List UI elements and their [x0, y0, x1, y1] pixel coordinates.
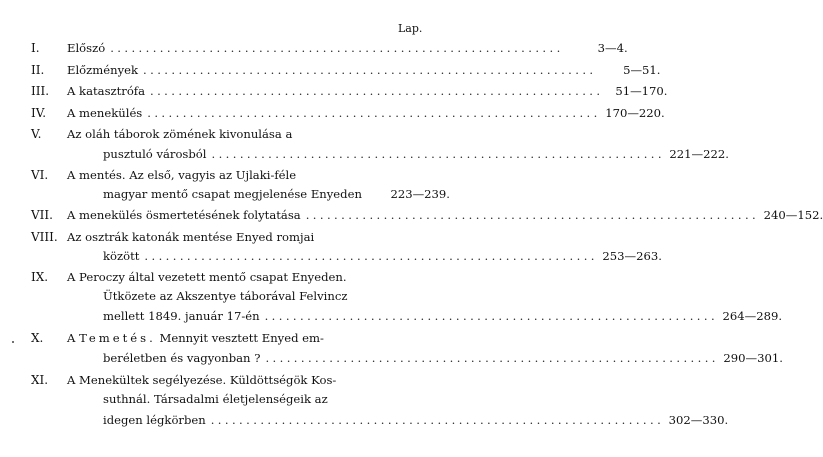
page-column-header: Lap.: [398, 22, 423, 35]
entry-title: beréletben és vagyonban ?: [103, 351, 261, 365]
entry-numeral: IV.: [31, 106, 47, 120]
entry-numeral: X.: [31, 331, 44, 345]
toc-line: [67, 105, 665, 122]
entry-title: Előzmények: [67, 63, 139, 77]
entry-numeral: III.: [31, 84, 50, 98]
toc-line: [67, 330, 450, 347]
entry-title: magyar mentő csapat megjelenése Enyeden: [103, 187, 362, 201]
entry-title: A menekülés ösmertetésének folytatása: [67, 208, 301, 222]
entry-title: A menekülés: [67, 106, 143, 120]
entry-numeral: II.: [31, 63, 45, 77]
dot-leader: ................................................................: [150, 84, 604, 98]
toc-line: [103, 248, 662, 265]
page-range: 290—301.: [723, 351, 783, 365]
entry-numeral: VIII.: [31, 230, 58, 244]
page-range: 302—330.: [668, 413, 729, 427]
toc-line: Az oláh táborok zömének kivonulása a: [67, 127, 293, 141]
entry-title: Előszó: [67, 41, 106, 55]
page-range: 223—239.: [390, 187, 450, 201]
toc-line: Ütközete az Akszentye táborával Felvincz: [103, 289, 348, 303]
dot-leader: ................................................................: [305, 208, 760, 222]
entry-title-spaced: Temetés.: [79, 331, 156, 345]
entry-title-prefix: A: [67, 331, 80, 345]
toc-line: [67, 40, 628, 57]
entry-numeral: V.: [31, 127, 42, 141]
page-range: 3—4.: [597, 41, 628, 55]
entry-title: idegen légkörben: [103, 413, 206, 427]
entry-title: pusztuló városból: [103, 147, 207, 161]
toc-line: A mentés. Az első, vagyis az Ujlaki-féle: [67, 168, 297, 182]
page-range: 240—152.: [763, 208, 823, 222]
dot-leader: ................................................................: [211, 147, 665, 161]
entry-numeral: VI.: [31, 168, 49, 182]
entry-numeral: IX.: [31, 270, 49, 284]
page-range: 51—170.: [615, 84, 668, 98]
toc-line: Az osztrák katonák mentése Enyed romjai: [67, 230, 315, 244]
toc-line: suthnál. Társadalmi életjelenségeik az: [103, 392, 328, 406]
entry-title: A katasztrófa: [67, 84, 146, 98]
dot-leader: ................................................................: [210, 413, 665, 427]
page-range: 170—220.: [605, 106, 665, 120]
toc-line: A Peroczy által vezetett mentő csapat Enyeden.: [67, 270, 347, 284]
page-range: 5—51.: [623, 63, 661, 77]
dot-leader: ................................................................: [110, 41, 564, 55]
entry-title: mellett 1849. január 17-én: [103, 309, 260, 323]
toc-line: [103, 308, 783, 325]
entry-title: Mennyit vesztett Enyed em-: [155, 331, 324, 345]
entry-numeral: XI.: [31, 373, 49, 387]
toc-line: [67, 62, 661, 79]
toc-line: A Menekültek segélyezése. Küldöttségök Kos-: [67, 373, 337, 387]
margin-mark: [12, 341, 14, 343]
toc-line: [103, 186, 450, 203]
dot-leader: ................................................................: [264, 309, 719, 323]
entry-numeral: I.: [31, 41, 40, 55]
toc-line: [103, 350, 783, 367]
toc-line: [103, 146, 729, 163]
toc-line: [67, 207, 823, 224]
entry-numeral: VII.: [31, 208, 53, 222]
dot-leader: ................................................................: [143, 63, 597, 77]
dot-leader: ................................................................: [265, 351, 719, 365]
entry-title: között: [103, 249, 140, 263]
page-range: 253—263.: [602, 249, 662, 263]
toc-line: [67, 83, 668, 100]
page-range: 264—289.: [722, 309, 783, 323]
page-range: 221—222.: [669, 147, 729, 161]
dot-leader: ................................................................: [147, 106, 601, 120]
toc-line: [103, 412, 729, 429]
dot-leader: ................................................................: [144, 249, 598, 263]
